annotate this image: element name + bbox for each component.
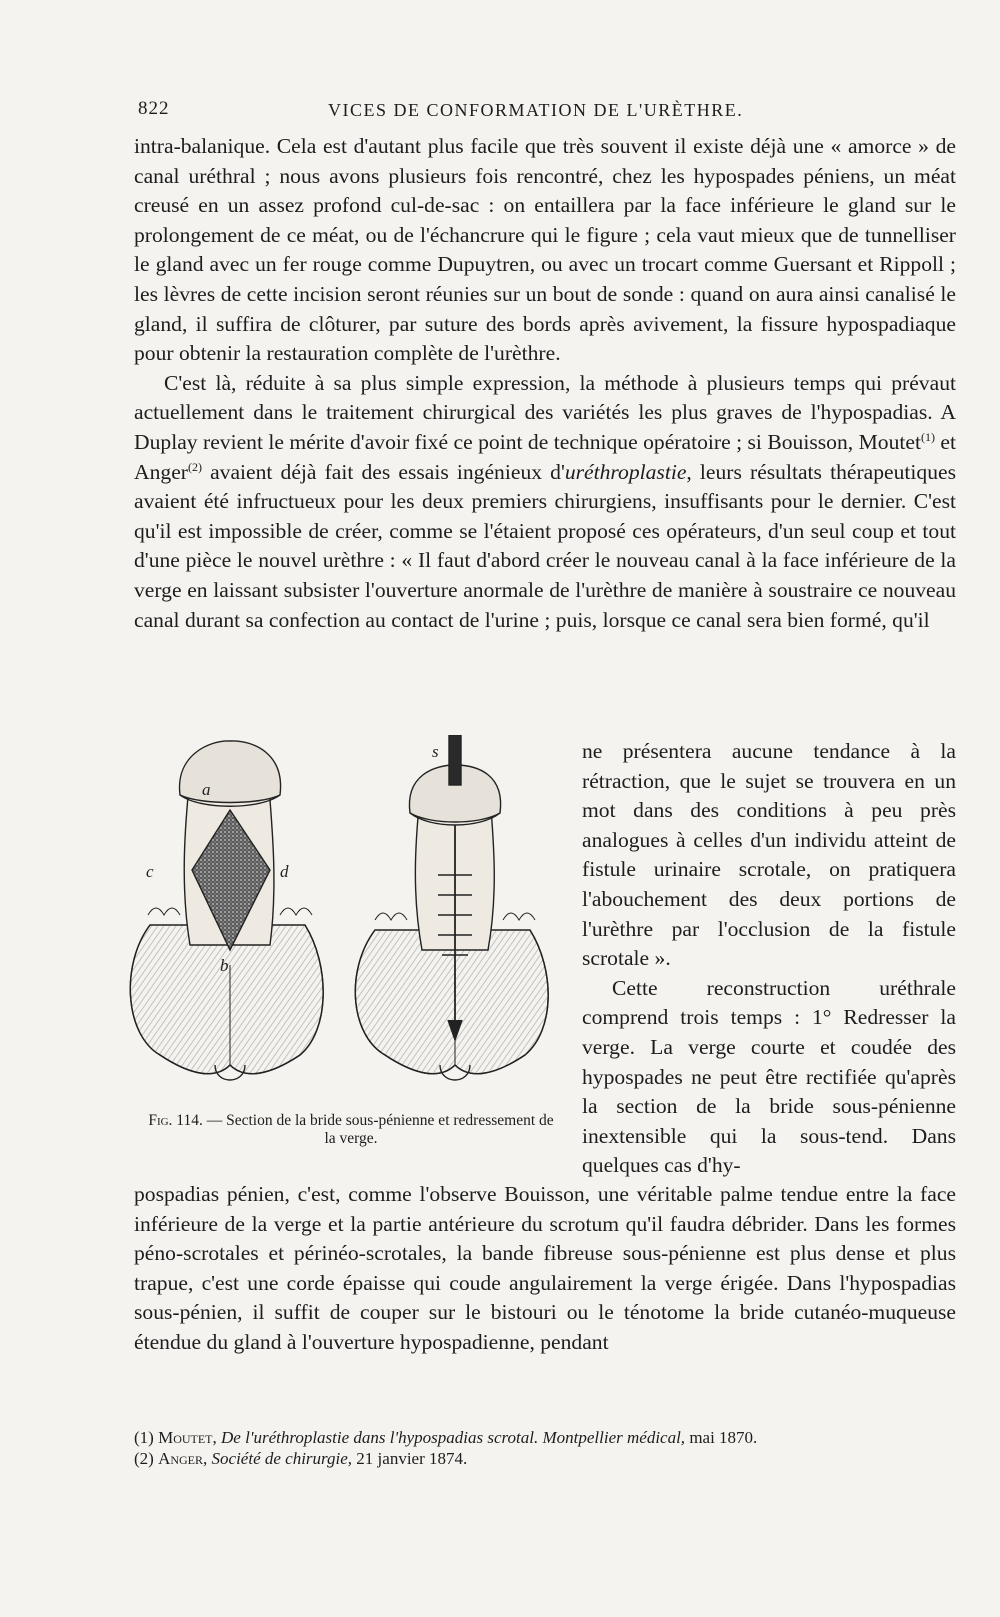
footnote-1-journal: Montpellier médical, [538, 1428, 686, 1447]
figure-114 [120, 735, 570, 1115]
footnote-1-mark: (1) [134, 1428, 154, 1447]
paragraph-3-continued: pospadias pénien, c'est, comme l'observe Bouisson, une véritable palme tendue entre la face inférieure de la verge et la partie antérieure du scrotum qu'il faudra débrider. Dans les formes péno-scrotales et périnéo-scrotales, la bande fibreuse sous-pénienne est plus dense et plus trapue, c'est une corde épaisse qui coude angulairement la verge érigée. Dans l'hypospadias sous-pénien, il suffit de couper sur le bistouri ou le ténotome la bride cutanéo-muqueuse étendue du gland à l'ouverture hypospadienne, pendant [134, 1182, 956, 1354]
footnote-2-mark: (2) [134, 1449, 154, 1468]
right-anatomy-drawing [355, 735, 548, 1080]
running-title: VICES DE CONFORMATION DE L'URÈTHRE. [328, 100, 744, 120]
label-b: b [220, 956, 229, 975]
paragraph-2-continued: ne présentera aucune tendance à la rétraction, que le sujet se trouvera en un mot dans des conditions à peu près analogues à celles d'un individu atteint de fistule urinaire scrotale, on pratiquera l'abouchement des deux portions de l'urèthre par l'occlusion de la fistule scrotale ». [582, 739, 956, 971]
label-s: s [432, 742, 439, 761]
label-c: c [146, 862, 154, 881]
figure-114-engraving [120, 735, 570, 1115]
paragraph-3: Cette reconstruction uréthrale comprend trois temps : 1° Redresser la verge. La verge courte et coudée des hypospades ne peut être rectifiée qu'après la section de la bride sous-pénienne inextensible qui la sous-tend. Dans quelques cas d'hy- [582, 975, 956, 1178]
running-head [138, 98, 958, 128]
footnote-1-author: Moutet [158, 1428, 213, 1447]
page-number: 822 [138, 98, 170, 119]
footnotes [134, 1427, 956, 1469]
paragraph-2: C'est là, réduite à sa plus simple expression, la méthode à plusieurs temps qui prévaut actuellement dans le traitement chirurgical des variétés les plus graves de l'hypospadias. A Duplay revient le mérite d'avoir fixé ce point de technique opératoire ; si Bouisson, Moutet$^{(1)}$ et Anger$^{(2)}$ avaient déjà fait des essais ingénieux d'uréthroplastie, leurs résultats thérapeutiques avaient été infructueux pour les deux premiers chirurgiens, insuffisants pour le dernier. C'est qu'il est impossible de créer, comme se l'étaient proposé ces opérateurs, d'un seul coup et tout d'une pièce le nouvel urèthre : « Il faut d'abord créer le nouveau canal à la face inférieure de la verge en laissant subsister l'ouverture anormale de l'urèthre de manière à soustraire ce nouveau canal durant sa confection au contact de l'urine ; puis, lorsque ce canal sera bien formé, qu'il [134, 370, 956, 632]
paragraph-1: intra-balanique. Cela est d'autant plus facile que très souvent il existe déjà une « amorce » de canal uréthral ; nous avons plusieurs fois rencontré, chez les hypospades péniens, un méat creusé en un assez profond cul-de-sac : on entaillera par la face inférieure le gland sur le prolongement de ce méat, ou de l'échancrure qui le figure ; cela vaut mieux que de tunnelliser le gland avec un fer rouge comme Dupuytren, ou avec un trocart comme Guersant et Rippoll ; les lèvres de cette incision seront réunies sur un bout de sonde : quand on aura ainsi canalisé le gland, il suffira de clôturer, par suture des bords après avivement, la fissure hypospadiaque pour obtenir la restauration complète de l'urèthre. [134, 134, 956, 366]
footnote-1-date: mai 1870. [685, 1428, 758, 1447]
main-text-top [134, 132, 956, 635]
figure-caption [146, 1112, 556, 1148]
footnote-2: (2) Anger, Société de chirurgie, 21 janvier 1874. [134, 1449, 468, 1468]
footnote-ref-1[interactable]: (1) [920, 429, 935, 444]
footnote-2-date: 21 janvier 1874. [352, 1449, 468, 1468]
footnote-1-title: De l'uréthroplastie dans l'hypospadias scrotal. [221, 1428, 539, 1447]
left-anatomy-drawing [130, 741, 323, 1080]
footnote-2-author: Anger [158, 1449, 204, 1468]
label-d: d [280, 862, 289, 881]
footnote-1: (1) Moutet, De l'uréthroplastie dans l'hypospadias scrotal. Montpellier médical, mai 1870. [134, 1428, 758, 1447]
footnote-ref-2[interactable]: (2) [187, 459, 202, 474]
main-text-beside-figure [582, 737, 956, 1181]
main-text-bottom [134, 1180, 956, 1358]
figure-caption-text: — Section de la bride sous-pénienne et redressement de la verge. [202, 1112, 554, 1147]
footnote-2-title: Société de chirurgie, [211, 1449, 353, 1468]
figure-label: Fig. 114. [148, 1112, 203, 1129]
term-urethroplastie: uréthroplastie [564, 459, 687, 484]
label-a: a [202, 780, 211, 799]
